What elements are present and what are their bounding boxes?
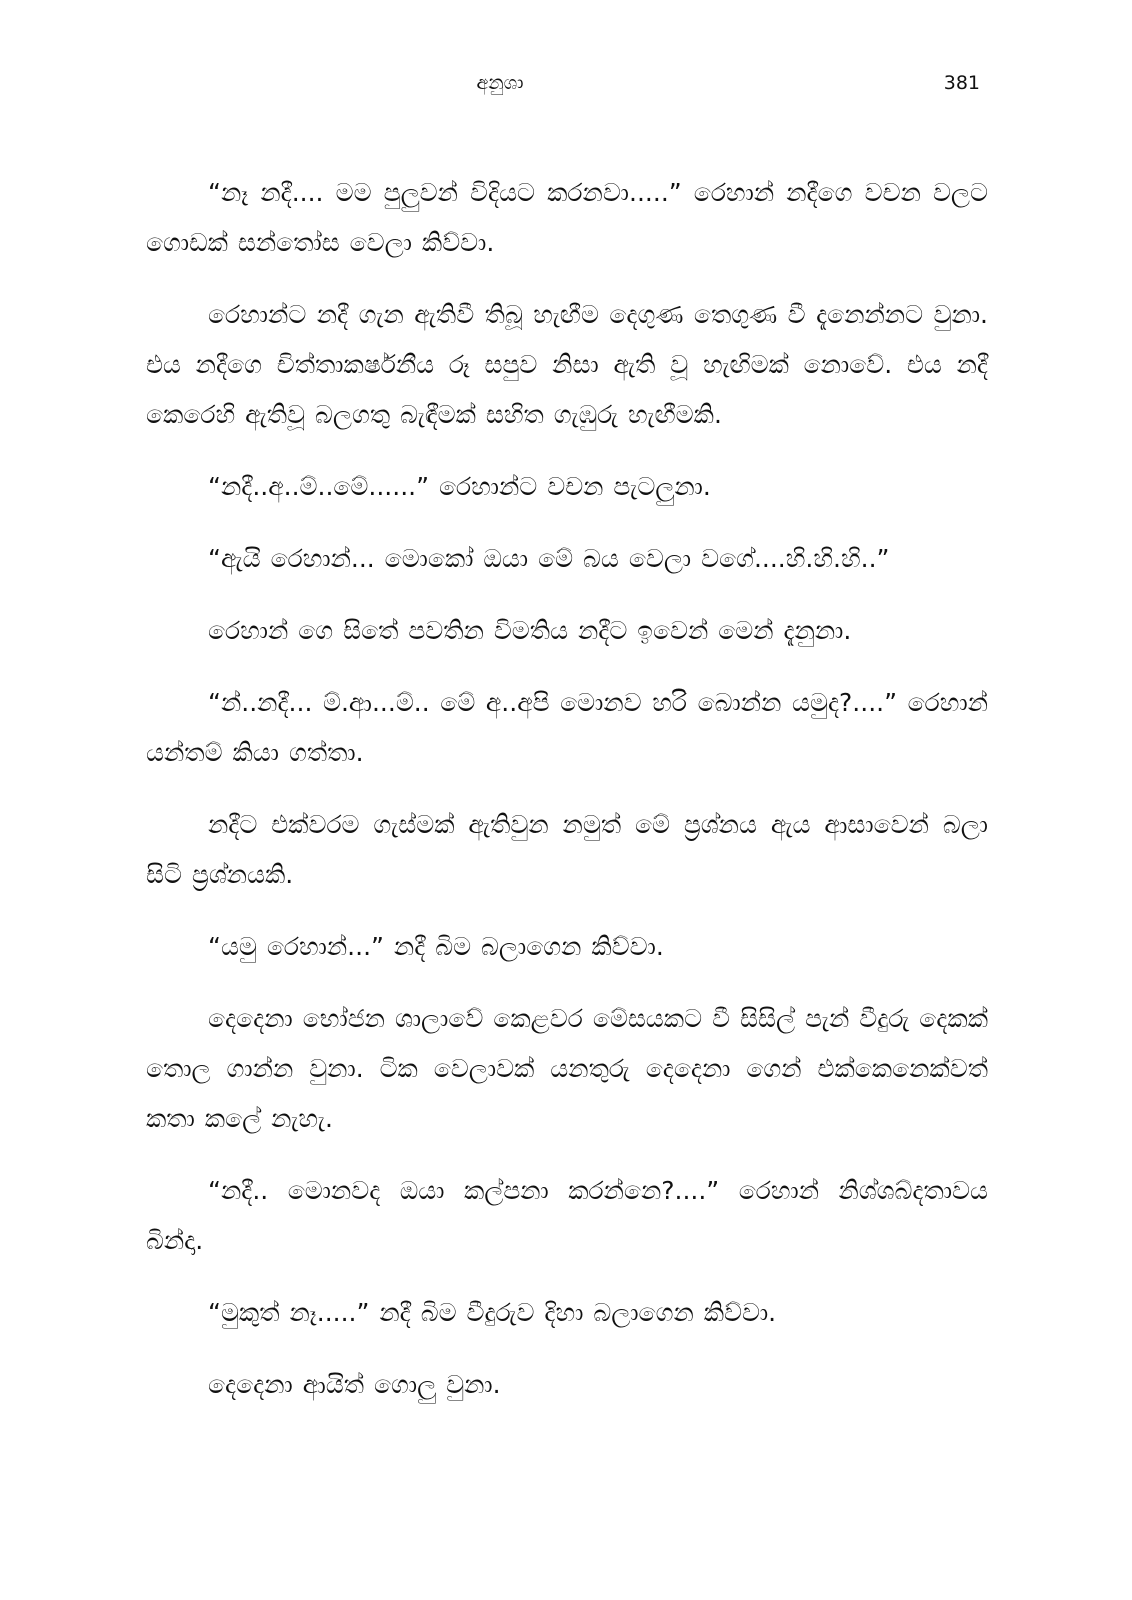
paragraph: රෙහාන් ගෙ සිතේ පවතින විමතිය නදීට ඉවෙන් මෙන් දැනුනා. — [208, 616, 852, 645]
paragraph: දෙදෙනා භෝජන ශාලාවේ කෙළවර මේසයකට වී සිසිල් පැන් වීදුරු දෙකක් තොල ගාන්න වුනා. ටික වෙලාවක් යනතුරු දෙදෙනා ගෙන් එක්කෙනෙක්වත් කතා කලේ නැහැ. — [146, 1004, 988, 1133]
paragraph: “යමු රෙහාන්...” නදී බිම බලාගෙන කිව්වා. — [208, 932, 664, 961]
paragraph: “මුකුත් නෑ.....” නදී බිම වීදුරුව දිහා බලාගෙන කිව්වා. — [208, 1298, 777, 1327]
paragraph: රෙහාන්ට නදී ගැන ඇතිවී තිබූ හැඟීම දෙගුණ තෙගුණ වී දැනෙන්නට වුනා. එය නදීගෙ චිත්තාකර්ෂනීය රූ සපුව නිසා ඇති වූ හැඟිමක් නොවේ. එය නදී කෙරෙහි ඇතිවූ බලගතු බැඳීමක් සහිත ගැඹුරු හැඟීමකි. — [146, 300, 988, 429]
running-title: අනුශා — [476, 72, 524, 94]
paragraph: නදීට එක්වරම ගැස්මක් ඇතිවුන නමුත් මේ ප්‍රශ්නය ඇය ආසාවෙන් බලා සිටි ප්‍රශ්නයකි. — [146, 810, 988, 889]
paragraph: “න්..නදී... ම්.ආ...ම්.. මේ අ..අපි මොනව හරි බොන්න යමුද?....” රෙහාන් යන්තම් කියා ගත්තා. — [146, 688, 988, 767]
page-number: 381 — [943, 72, 980, 94]
paragraph: “නදී.. මොනවද ඔයා කල්පනා කරන්නෙ?....” රෙහාන් නිශ්ශබ්දතාවය බින්දා. — [146, 1176, 988, 1255]
page-header — [0, 72, 1132, 102]
paragraph: “ඇයි රෙහාන්... මොකෝ ඔයා මේ බය වෙලා වගේ....හි.හි.හි..” — [208, 544, 890, 573]
paragraph: “නෑ නදී.... මම පුලුවන් විදියට කරනවා.....” රෙහාන් නදීගෙ වචන වලට ගොඩක් සන්තෝස වෙලා කිව්වා. — [146, 178, 988, 257]
paragraph: “නදී..අ..ම්..මේ......” රෙහාන්ට වචන පැටලුනා. — [208, 472, 711, 501]
body-text — [146, 168, 988, 1410]
paragraph: දෙදෙනා ආයිත් ගොලු වුනා. — [208, 1370, 501, 1399]
